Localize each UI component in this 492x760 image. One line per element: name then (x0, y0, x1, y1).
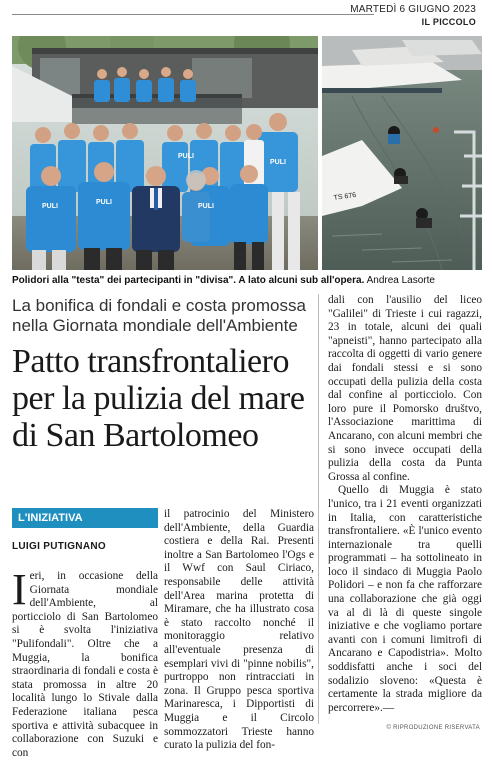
newspaper-name: IL PICCOLO (421, 17, 476, 27)
shirt-label: PULI (270, 159, 286, 166)
header-rule (12, 14, 374, 15)
column-2-text: il patrocinio del Ministero dell'Ambiente, della Guardia costiera e della Rai. Presenti inoltre a San Bartolomeo l'Ogs e il Wwf con Saul Ciriaco, responsabile delle attività dell'Area marina protetta di Miramare, che ha illustrato cosa è stato raccolto nonché il monitoraggio relativo all'eventuale presenza di esemplari vivi di "pinne nobilis", purtroppo non rintracciati in zona. Il Gruppo pesca sportiva Marinaresca, i Dipportisti di Muggia e il Circolo sommozzatori Trieste hanno curato la pulizia del fon- (164, 508, 314, 752)
shirt-label: PULI (178, 153, 194, 160)
shirt-label: PULI (96, 199, 112, 206)
author-byline: LUIGI PUTIGNANO (12, 541, 106, 552)
drop-cap: I (12, 565, 27, 614)
column-3-paragraph-2: Quello di Muggia è stato l'unico, tra i 21 eventi organizzati in Italia, con caratteristiche transfrontaliere. «È l'unico evento internazionale tra quelli programmati – ha sottolineato in loco il sindaco di Muggia Paolo Polidori – e non fa che rafforzare una collaborazione che già oggi va al di là di queste singole iniziative e che vogliamo portare avanti con i comuni limitrofi di Ancarano e Capodistria». Molto soddisfatti anche i soci del sodalizio sloveno: «Questa è certamente la strada migliore da percorrere».— (328, 484, 482, 714)
photo-credit: Andrea Lasorte (366, 275, 435, 286)
column-divider (318, 294, 319, 724)
section-label: L'INIZIATIVA (12, 508, 158, 528)
article-column-1 (12, 565, 158, 760)
group-photo (12, 36, 318, 270)
shirt-label: PULI (42, 203, 58, 210)
page-header (0, 0, 492, 28)
shirt-label: PULI (198, 203, 214, 210)
article-title: Patto transfrontaliero per la pulizia del mare di San Bartolomeo (12, 343, 305, 454)
copyright-note: © RIPRODUZIONE RISERVATA (386, 725, 480, 731)
article-column-3 (328, 294, 482, 715)
article-kicker: La bonifica di fondali e costa promossa nella Giornata mondiale dell'Ambiente (12, 296, 306, 335)
boat-registration: TS 676 (333, 191, 357, 202)
article-column-2 (164, 508, 314, 753)
issue-date: MARTEDÌ 6 GIUGNO 2023 (350, 4, 476, 15)
photo-caption (12, 275, 482, 286)
column-1-text: eri, in occasione della Giornata mondiale dell'Ambiente, al porticciolo di San Bartolomeo si è svolta l'iniziativa "Pulifondali". Oltre che a Muggia, la bonifica straordinaria di fondali e costa è stata promossa in altre 20 località lungo lo Stivale dalla Federazione italiana pesca sportiva e attività subacquee in collaborazione con Suzuki e con (12, 570, 158, 759)
column-3-paragraph-1: dali con l'ausilio del liceo "Galilei" di Trieste i cui ragazzi, 23 in totale, alcuni dei quali "apneisti", hanno partecipato alla raccolta di oggetti di vario genere dai fondali stessi e si sono occupati della pulizia della costa dal confine al porticciolo. Con loro pure il Pomorsko društvo, l'Associazione marittima di Ancarano, con alcuni membri che si sono invece occupati della pulizia della costa da Punta Grossa al confine. (328, 294, 482, 483)
caption-text: Polidori alla "testa" dei partecipanti in "divisa". A lato alcuni sub all'opera. (12, 275, 365, 286)
divers-photo (322, 36, 482, 270)
